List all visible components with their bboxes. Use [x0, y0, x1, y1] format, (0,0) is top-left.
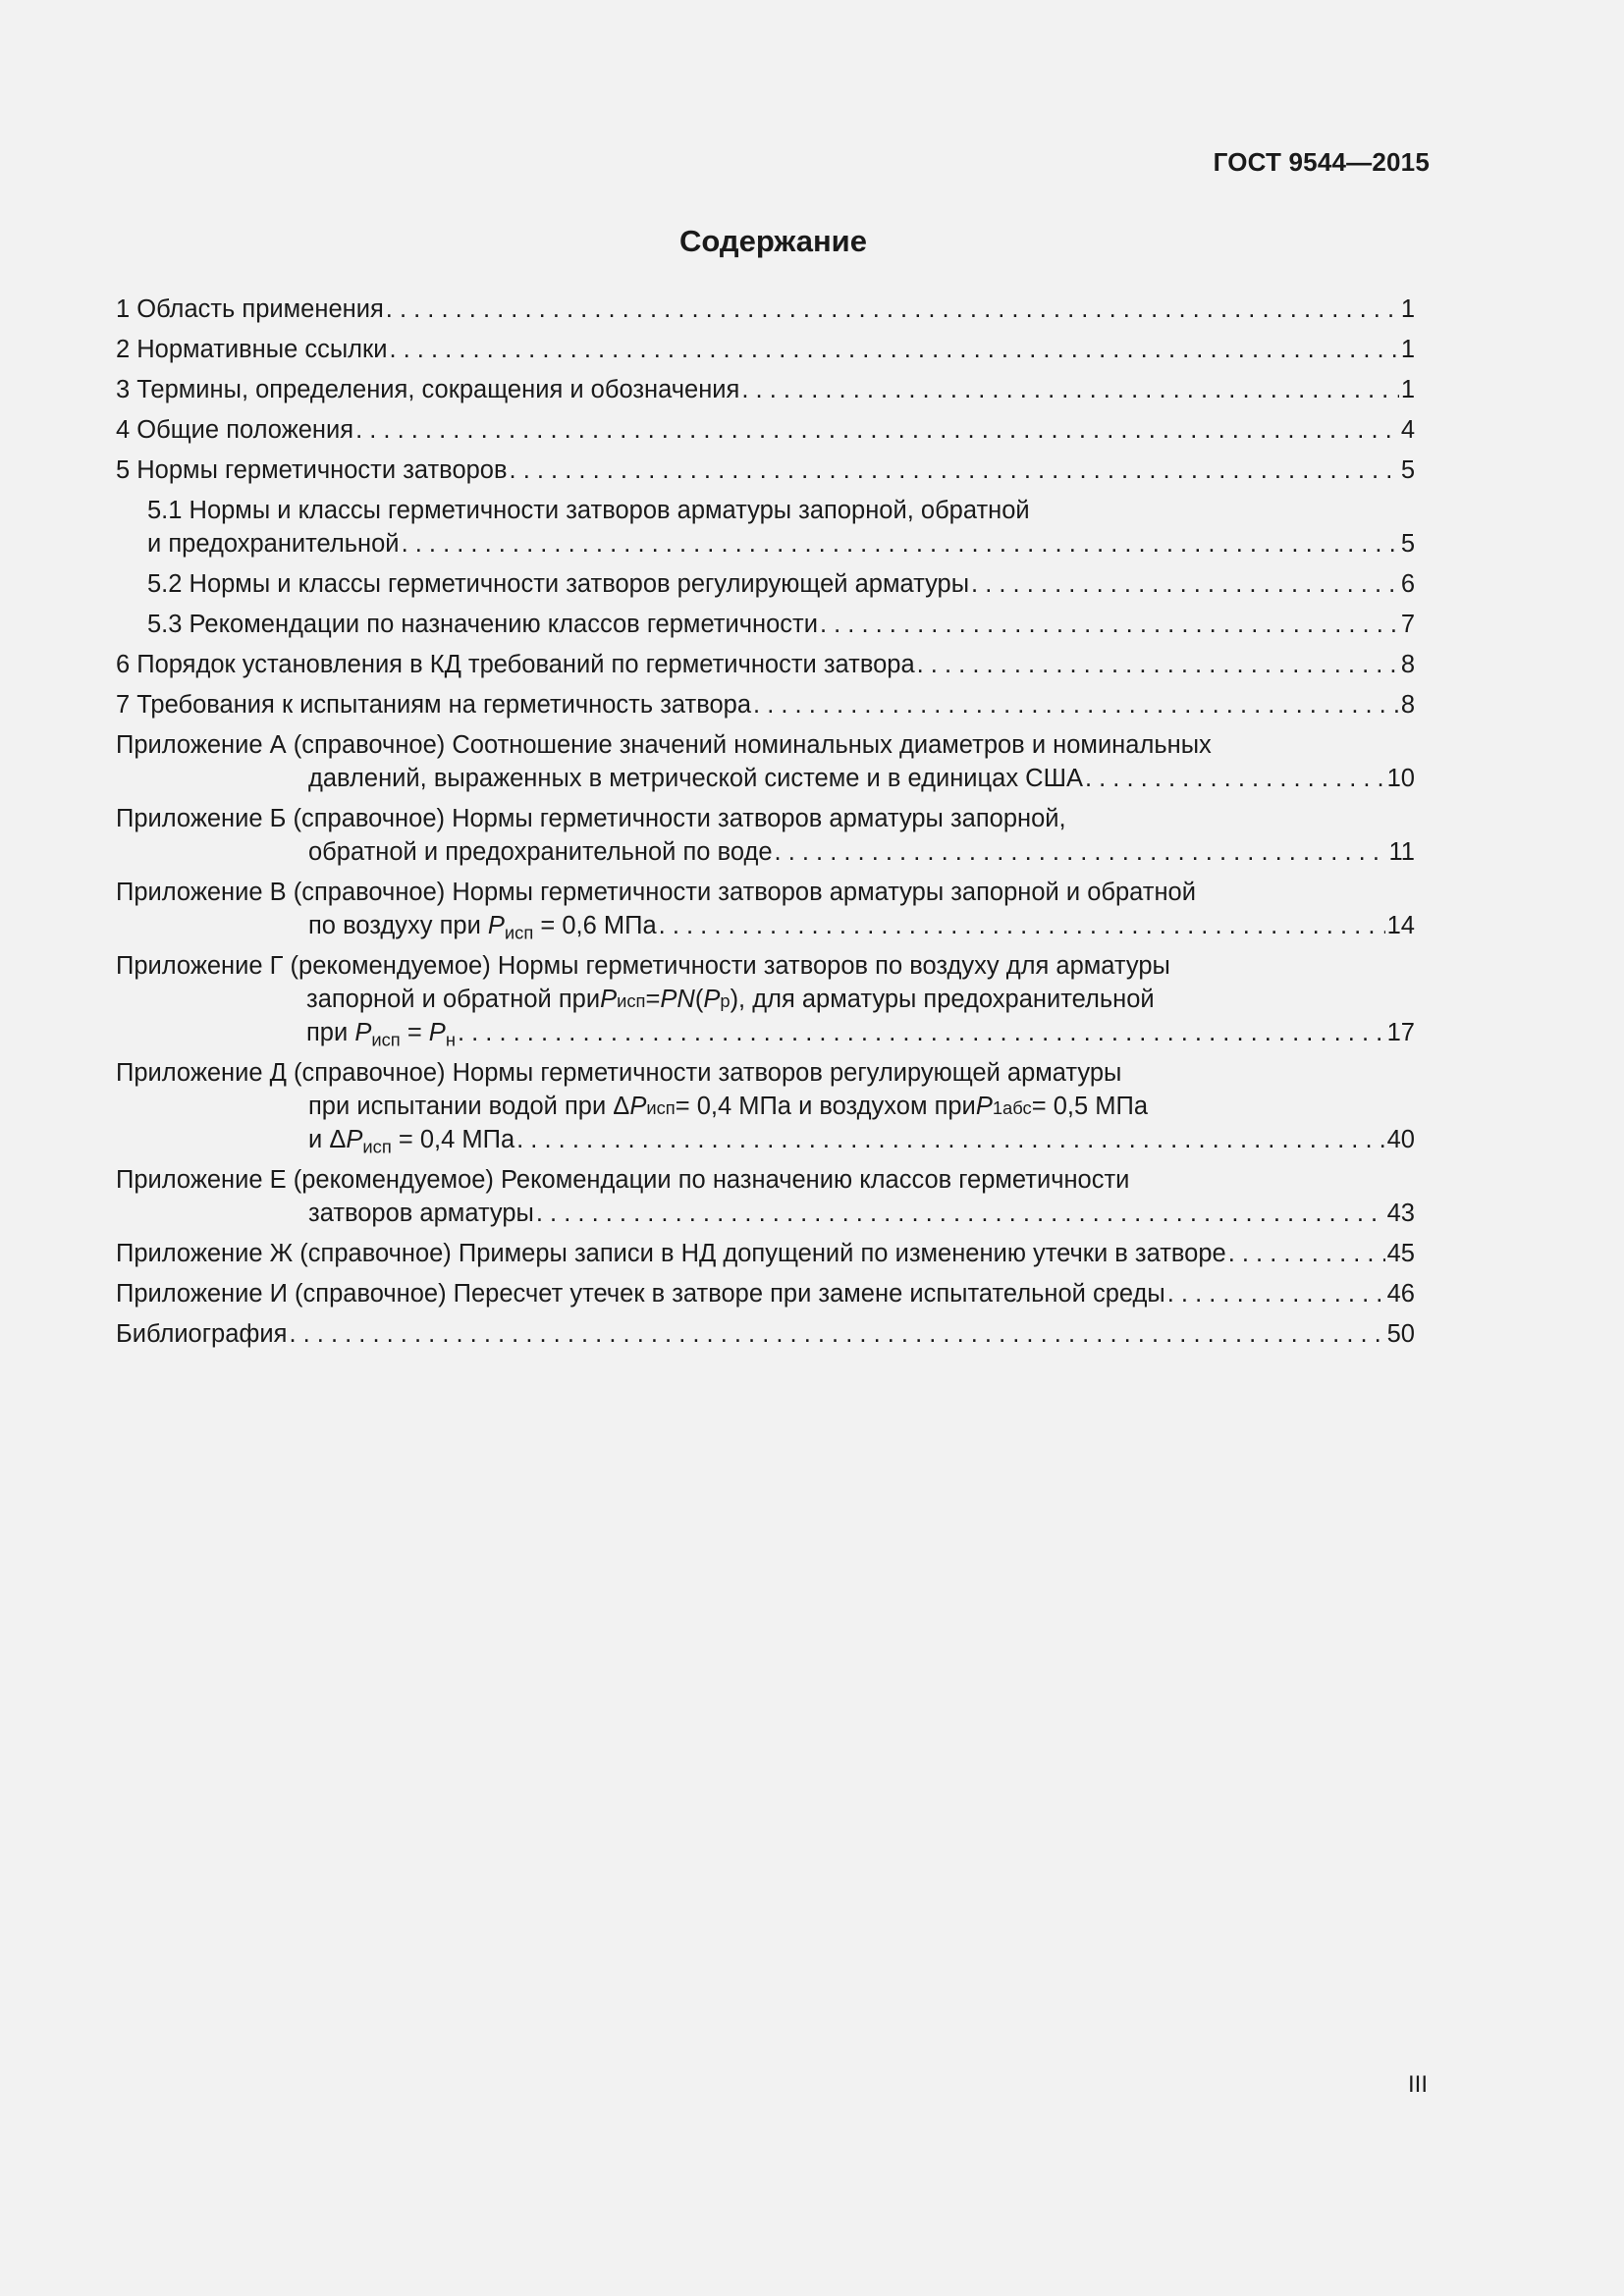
toc-entry-appendix-v[interactable]: [116, 876, 1415, 942]
toc-entry-5[interactable]: [116, 454, 1415, 487]
toc-entry-bibliography[interactable]: [116, 1317, 1415, 1351]
toc-entry-text: 6 Порядок установления в КД требований по герметичности затвора: [116, 651, 915, 678]
toc-entry-text-cont: обратной и предохранительной по воде: [308, 838, 773, 866]
dot-leader: [659, 909, 1385, 942]
dot-leader: [741, 373, 1398, 406]
toc-page-number: 43: [1386, 1200, 1415, 1227]
toc-page-number: 1: [1400, 336, 1415, 363]
toc-entry-text: 3 Термины, определения, сокращения и обозначения: [116, 376, 740, 403]
toc-entry-text-cont: и $\Delta P_{исп} = 0,4$ МПа: [308, 1126, 515, 1157]
toc-entry-text-cont: и предохранительной: [147, 530, 400, 558]
toc-entry-text: 1 Область применения: [116, 295, 384, 323]
toc-entry-text: Приложение А (справочное) Соотношение значений номинальных диаметров и номинальных: [116, 731, 1212, 759]
toc-page-number: 5: [1400, 456, 1415, 484]
toc-page-number: 7: [1400, 611, 1415, 638]
toc-entry-text: 2 Нормативные ссылки: [116, 336, 388, 363]
dot-leader: [402, 527, 1399, 561]
toc-page-number: 14: [1386, 912, 1415, 939]
document-code: ГОСТ 9544—2015: [1213, 147, 1430, 177]
toc-entry-text: 5.3 Рекомендации по назначению классов герметичности: [147, 611, 818, 638]
toc-entry-appendix-i[interactable]: [116, 1277, 1415, 1310]
dot-leader: [1167, 1277, 1385, 1310]
toc-entry-text-cont: затворов арматуры: [308, 1200, 534, 1227]
toc-page-number: 50: [1386, 1320, 1415, 1348]
toc-entry-text-cont: по воздуху при $P_{исп} = 0,6$ МПа: [308, 912, 657, 943]
toc-page-number: 4: [1400, 416, 1415, 444]
toc-entry-4[interactable]: [116, 413, 1415, 447]
toc-entry-appendix-b[interactable]: [116, 802, 1415, 869]
toc-entry-text: Приложение Е (рекомендуемое) Рекомендации по назначению классов герметичности: [116, 1166, 1130, 1194]
toc-page-number: 5: [1400, 530, 1415, 558]
dot-leader: [1228, 1237, 1385, 1270]
toc-entry-text: 5.1 Нормы и классы герметичности затворов арматуры запорной, обратной: [147, 497, 1030, 524]
dot-leader: [917, 648, 1399, 681]
toc-page-number: 10: [1386, 765, 1415, 792]
toc-page-number: 46: [1386, 1280, 1415, 1308]
toc-entry-text-cont: запорной и обратной при P исп = PN ( P р ), для арматуры предохранительной: [306, 986, 1155, 1013]
toc-entry-appendix-d[interactable]: [116, 1056, 1415, 1156]
toc-entry-7[interactable]: [116, 688, 1415, 721]
dot-leader: [753, 688, 1399, 721]
dot-leader: [536, 1197, 1385, 1230]
toc-page-number: 45: [1386, 1240, 1415, 1267]
toc-entry-text: Библиография: [116, 1320, 288, 1348]
toc-entry-text-cont: давлений, выраженных в метрической системе и в единицах США: [308, 765, 1083, 792]
toc-entry-appendix-e[interactable]: [116, 1163, 1415, 1230]
toc-entry-text-cont: при $P_{исп} = P_н$: [306, 1019, 456, 1050]
toc-entry-text-cont: при испытании водой при Δ P исп = 0,4 МПа и воздухом при P 1абс = 0,5 МПа: [308, 1093, 1149, 1120]
toc-entry-1[interactable]: [116, 293, 1415, 326]
dot-leader: [389, 333, 1398, 366]
toc-entry-text: Приложение В (справочное) Нормы герметичности затворов арматуры запорной и обратной: [116, 879, 1196, 906]
toc-entry-2[interactable]: [116, 333, 1415, 366]
dot-leader: [458, 1016, 1385, 1049]
toc-entry-text: Приложение Д (справочное) Нормы герметичности затворов регулирующей арматуры: [116, 1059, 1122, 1087]
toc-entry-appendix-g[interactable]: [116, 949, 1415, 1049]
dot-leader: [516, 1123, 1384, 1156]
toc-entry-text: Приложение Ж (справочное) Примеры записи в НД допущений по изменению утечки в затворе: [116, 1240, 1226, 1267]
dot-leader: [820, 608, 1399, 641]
toc-page-number: 6: [1400, 570, 1415, 598]
toc-entry-5-2[interactable]: [116, 567, 1415, 601]
toc-entry-text: 4 Общие положения: [116, 416, 354, 444]
toc-entry-text: 5 Нормы герметичности затворов: [116, 456, 508, 484]
dot-leader: [289, 1317, 1384, 1351]
dot-leader: [1085, 762, 1385, 795]
toc-page-number: 17: [1386, 1019, 1415, 1046]
toc-entry-text: Приложение Г (рекомендуемое) Нормы герметичности затворов по воздуху для арматуры: [116, 952, 1170, 980]
toc-entry-6[interactable]: [116, 648, 1415, 681]
dot-leader: [386, 293, 1399, 326]
dot-leader: [971, 567, 1399, 601]
toc-entry-text: Приложение Б (справочное) Нормы герметичности затворов арматуры запорной,: [116, 805, 1066, 832]
toc-entry-5-1[interactable]: [116, 494, 1415, 561]
toc-page-number: 8: [1400, 651, 1415, 678]
toc-entry-appendix-a[interactable]: [116, 728, 1415, 795]
toc-page-number: 8: [1400, 691, 1415, 719]
dot-leader: [775, 835, 1387, 869]
toc-entry-text: 7 Требования к испытаниям на герметичность затвора: [116, 691, 752, 719]
table-of-contents: [116, 293, 1415, 1358]
dot-leader: [510, 454, 1399, 487]
toc-page-number: 1: [1400, 295, 1415, 323]
toc-page-number: 11: [1388, 838, 1415, 866]
page-number: III: [1407, 2071, 1428, 2098]
toc-title: Содержание: [679, 224, 867, 258]
toc-page-number: 1: [1400, 376, 1415, 403]
toc-entry-5-3[interactable]: [116, 608, 1415, 641]
toc-page-number: 40: [1386, 1126, 1415, 1153]
toc-entry-text: Приложение И (справочное) Пересчет утечек в затворе при замене испытательной среды: [116, 1280, 1165, 1308]
toc-entry-appendix-zh[interactable]: [116, 1237, 1415, 1270]
dot-leader: [355, 413, 1399, 447]
toc-entry-text: 5.2 Нормы и классы герметичности затворов регулирующей арматуры: [147, 570, 970, 598]
toc-entry-3[interactable]: [116, 373, 1415, 406]
